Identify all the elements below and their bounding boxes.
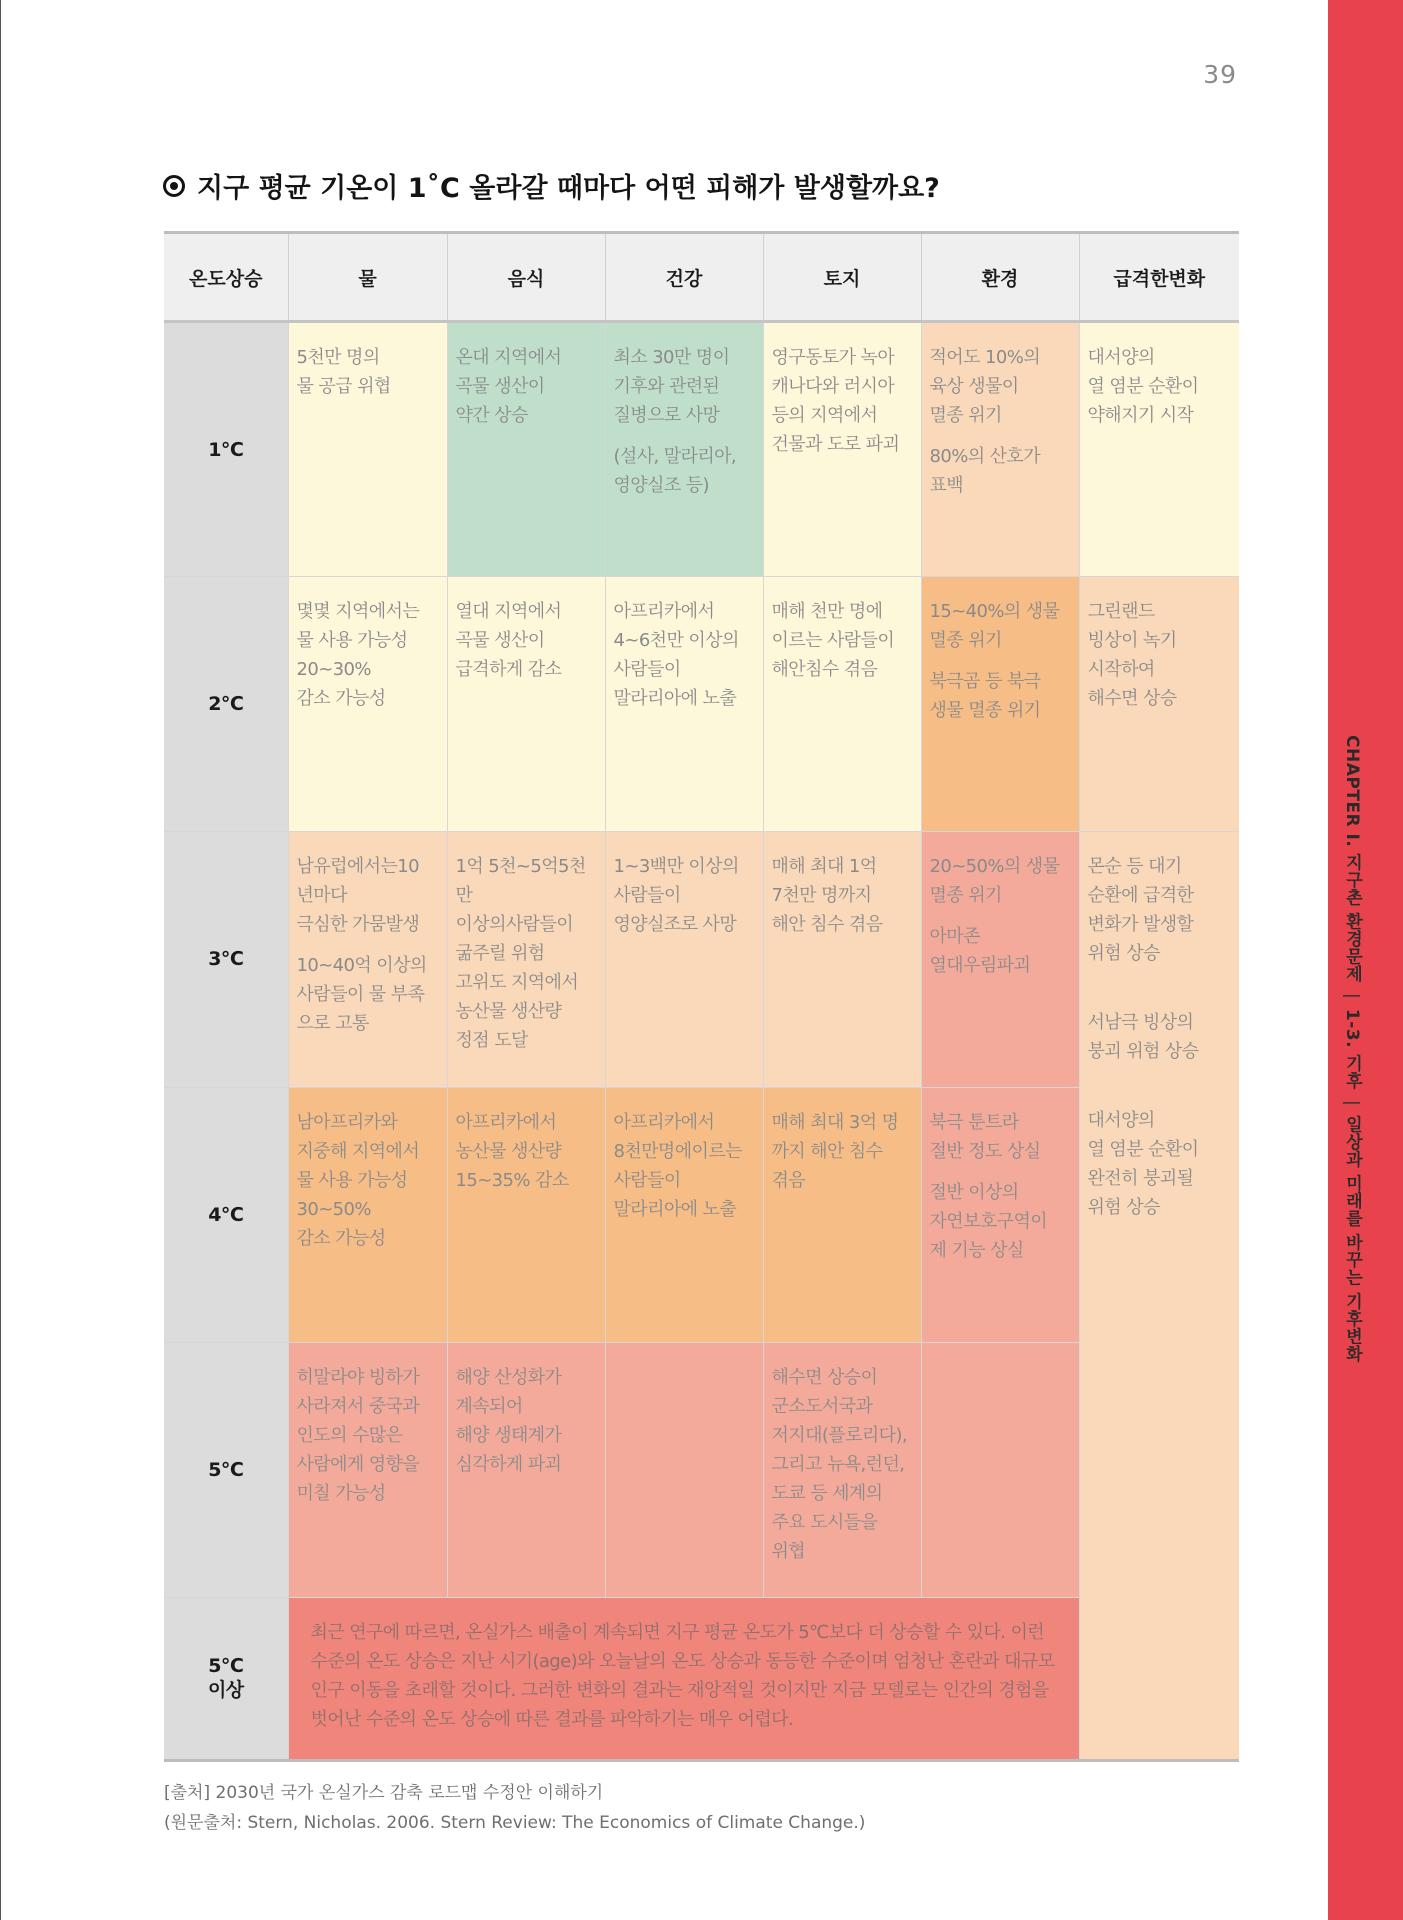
cell-environment: 북극 툰트라 절반 정도 상실 절반 이상의 자연보호구역이 제 기능 상실 [921, 1087, 1079, 1342]
cell-land: 매해 최대 3억 명 까지 해안 침수 겪음 [763, 1087, 921, 1342]
temp-label: 4℃ [164, 1087, 288, 1342]
chapter-label: CHAPTER I. 지구촌 환경문제 [1342, 735, 1362, 983]
cell-water: 몇몇 지역에서는 물 사용 가능성 20~30% 감소 가능성 [288, 577, 447, 832]
table-header-row [164, 233, 1239, 322]
cell-land: 매해 천만 명에 이르는 사람들이 해안침수 겪음 [763, 577, 921, 832]
cell-water: 남유럽에서는10 년마다 극심한 가뭄발생 10~40억 이상의 사람들이 물 부족 으로 고통 [288, 832, 447, 1087]
cell-environment: 15~40%의 생물 멸종 위기 북극곰 등 북극 생물 멸종 위기 [921, 577, 1079, 832]
temperature-impact-table [164, 231, 1239, 1762]
original-source-line: (원문출처: Stern, Nicholas. 2006. Stern Review: The Economics of Climate Change.) [164, 1813, 866, 1833]
cell-food: 1억 5천~5억5천만 이상의사람들이 굶주릴 위험 고위도 지역에서 농산물 생산량 정점 도달 [447, 832, 605, 1087]
cell-health: 최소 30만 명이 기후와 관련된 질병으로 사망 (설사, 말라리아, 영양실조 등) [605, 322, 763, 577]
table-row [164, 1087, 1239, 1342]
cell-land: 해수면 상승이 군소도서국과 저지대(플로리다), 그리고 뉴욕,런던, 도쿄 등 세계의 주요 도시들을 위협 [763, 1342, 921, 1597]
header-health: 건강 [605, 233, 763, 322]
header-abrupt-change: 급격한변화 [1079, 233, 1239, 322]
topic-label: 일상과 미래를 바꾸는 기후변화 [1342, 1115, 1362, 1363]
cell-abrupt-change: 그린랜드 빙상이 녹기 시작하여 해수면 상승 [1079, 577, 1239, 832]
table-row [164, 322, 1239, 577]
cell-health: 아프리카에서 8천만명에이르는 사람들이 말라리아에 노출 [605, 1087, 763, 1342]
cell-food: 온대 지역에서 곡물 생산이 약간 상승 [447, 322, 605, 577]
header-land: 토지 [763, 233, 921, 322]
temp-label: 2℃ [164, 577, 288, 832]
cell-above-five-note: 최근 연구에 따르면, 온실가스 배출이 계속되면 지구 평균 온도가 5℃보다 더 상승할 수 있다. 이런 수준의 온도 상승은 지난 시기(age)와 오늘날의 온도 상승과 동등한 수준이며 엄청난 혼란과 대규모 인구 이동을 초래할 것이다. 그러한 변화의 결과는 재앙적일 것이지만 지금 모델로는 인간의 경험을 벗어난 수준의 온도 상승에 따른 결과를 파악하기는 매우 어렵다. [288, 1597, 1079, 1760]
cell-water: 남아프리카와 지중해 지역에서 물 사용 가능성 30~50% 감소 가능성 [288, 1087, 447, 1342]
cell-food: 아프리카에서 농산물 생산량 15~35% 감소 [447, 1087, 605, 1342]
table-row [164, 1597, 1239, 1760]
source-line: [출처] 2030년 국가 온실가스 감축 로드맵 수정안 이해하기 [164, 1783, 604, 1803]
page-left-edge [0, 0, 1, 1920]
temp-label: 3℃ [164, 832, 288, 1087]
cell-environment: 20~50%의 생물 멸종 위기 아마존 열대우림파괴 [921, 832, 1079, 1087]
page-title [163, 166, 940, 205]
cell-environment [921, 1342, 1079, 1597]
separator-icon: | [1342, 992, 1362, 999]
cell-health: 아프리카에서 4~6천만 이상의 사람들이 말라리아에 노출 [605, 577, 763, 832]
cell-health: 1~3백만 이상의 사람들이 영양실조로 사망 [605, 832, 763, 1087]
cell-environment: 적어도 10%의 육상 생물이 멸종 위기 80%의 산호가 표백 [921, 322, 1079, 577]
header-water: 물 [288, 233, 447, 322]
temp-label: 1℃ [164, 322, 288, 577]
cell-land: 매해 최대 1억 7천만 명까지 해안 침수 겪음 [763, 832, 921, 1087]
page-number: 39 [1203, 60, 1237, 89]
temp-label: 5℃ 이상 [164, 1597, 288, 1760]
temp-label: 5℃ [164, 1342, 288, 1597]
table-row [164, 577, 1239, 832]
cell-water: 5천만 명의 물 공급 위협 [288, 322, 447, 577]
table-row [164, 1342, 1239, 1597]
cell-health [605, 1342, 763, 1597]
header-temp-rise: 온도상승 [164, 233, 288, 322]
cell-food: 해양 산성화가 계속되어 해양 생태계가 심각하게 파괴 [447, 1342, 605, 1597]
separator-icon: | [1342, 1099, 1362, 1106]
header-environment: 환경 [921, 233, 1079, 322]
header-food: 음식 [447, 233, 605, 322]
table-row [164, 832, 1239, 1087]
cell-land: 영구동토가 녹아 캐나다와 러시아 등의 지역에서 건물과 도로 파괴 [763, 322, 921, 577]
section-label: 1-3. 기후 [1342, 1008, 1362, 1090]
source-citation [164, 1778, 865, 1838]
cell-abrupt-change: 몬순 등 대기 순환에 급격한 변화가 발생할 위험 상승 서남극 빙상의 붕괴 위험 상승 대서양의 열 염분 순환이 완전히 붕괴될 위험 상승 [1079, 832, 1239, 1761]
chapter-side-label [1340, 735, 1365, 1363]
cell-abrupt-change: 대서양의 열 염분 순환이 약해지기 시작 [1079, 322, 1239, 577]
cell-food: 열대 지역에서 곡물 생산이 급격하게 감소 [447, 577, 605, 832]
cell-water: 히말라야 빙하가 사라져서 중국과 인도의 수많은 사람에게 영향을 미칠 가능성 [288, 1342, 447, 1597]
target-bullet-icon [163, 175, 185, 197]
page-title-text: 지구 평균 기온이 1˚C 올라갈 때마다 어떤 피해가 발생할까요? [197, 173, 940, 204]
